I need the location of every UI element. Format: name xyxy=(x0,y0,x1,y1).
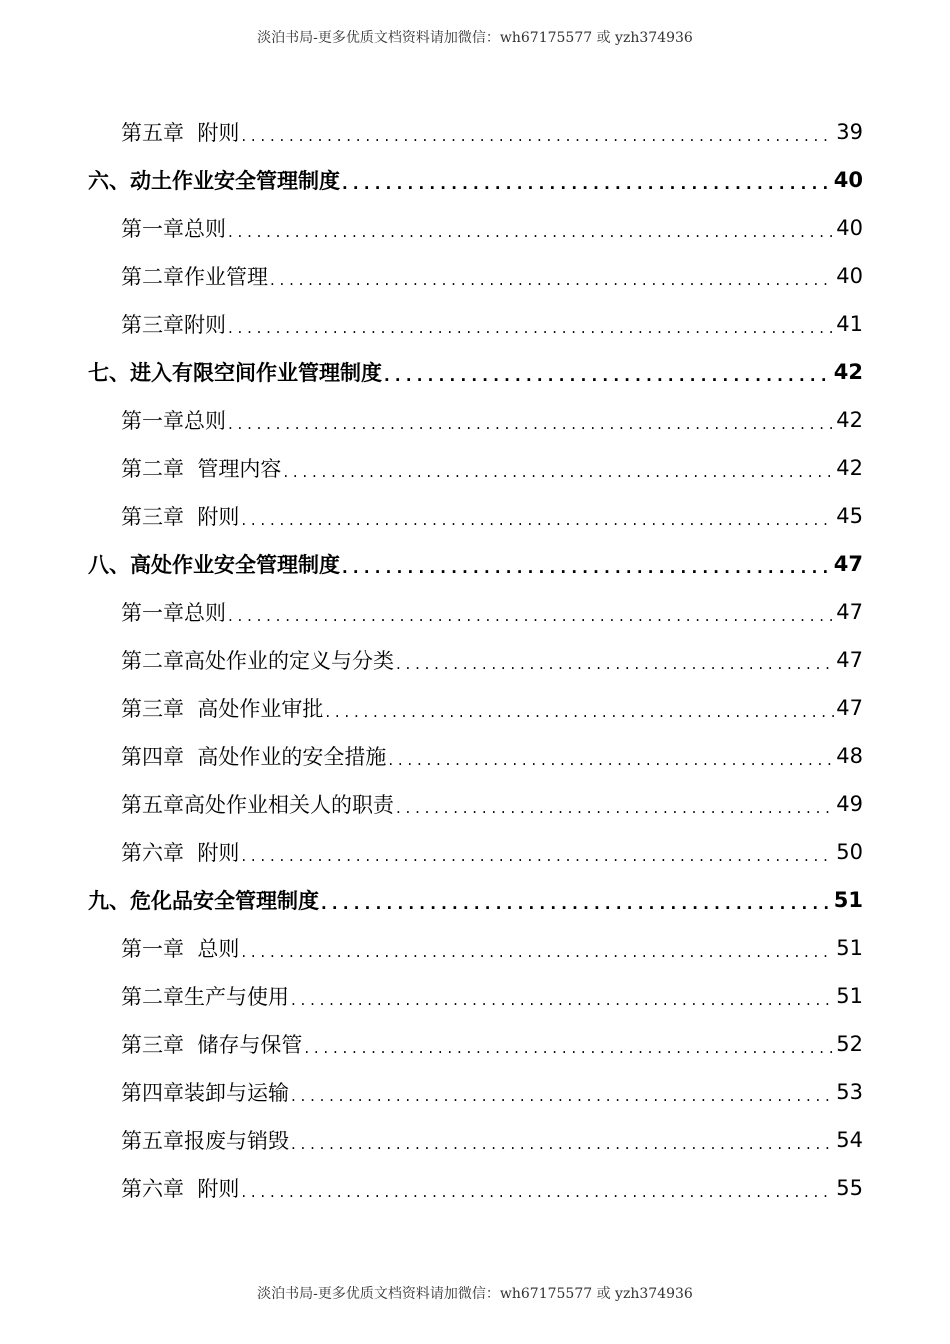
toc-chapter-entry[interactable] xyxy=(0,1020,863,1068)
toc-entry-title: 第三章附则 xyxy=(121,313,226,337)
toc-dot-leader xyxy=(321,897,832,924)
toc-entry-title: 第六章 附则 xyxy=(121,1177,240,1201)
toc-dot-leader xyxy=(241,945,834,972)
toc-chapter-entry[interactable] xyxy=(0,204,863,252)
toc-entry-title: 第一章总则 xyxy=(121,409,226,433)
toc-page-number: 53 xyxy=(836,1080,863,1104)
toc-page-number: 54 xyxy=(836,1128,863,1152)
toc-entry-title: 第四章 高处作业的安全措施 xyxy=(121,745,387,769)
toc-chapter-entry[interactable] xyxy=(0,972,863,1020)
toc-entry-title: 第二章作业管理 xyxy=(121,265,268,289)
toc-page-number: 51 xyxy=(836,936,863,960)
toc-dot-leader xyxy=(228,225,834,252)
toc-section-entry[interactable] xyxy=(0,348,863,396)
toc-chapter-entry[interactable] xyxy=(0,588,863,636)
toc-entry-title: 第三章 高处作业审批 xyxy=(121,697,324,721)
footer-watermark: 淡泊书局-更多优质文档资料请加微信：wh67175577 或 yzh374936 xyxy=(257,1286,693,1302)
toc-page-number: 48 xyxy=(836,744,863,768)
toc-chapter-entry[interactable] xyxy=(0,252,863,300)
toc-entry-title: 第六章 附则 xyxy=(121,841,240,865)
toc-page-number: 52 xyxy=(836,1032,863,1056)
toc-dot-leader xyxy=(241,1185,834,1212)
toc-page-number: 50 xyxy=(836,840,863,864)
toc-chapter-entry[interactable] xyxy=(0,1116,863,1164)
toc-page-number: 42 xyxy=(836,408,863,432)
toc-dot-leader xyxy=(384,369,832,396)
toc-page-number: 45 xyxy=(836,504,863,528)
toc-entry-title: 九、危化品安全管理制度 xyxy=(88,889,319,913)
toc-page-number: 51 xyxy=(836,984,863,1008)
toc-entry-title: 第五章 附则 xyxy=(121,121,240,145)
table-of-contents xyxy=(0,108,950,1212)
toc-entry-title: 第三章 附则 xyxy=(121,505,240,529)
toc-dot-leader xyxy=(304,1041,834,1068)
toc-dot-leader xyxy=(342,561,832,588)
toc-entry-title: 第二章 管理内容 xyxy=(121,457,282,481)
toc-chapter-entry[interactable] xyxy=(0,300,863,348)
toc-dot-leader xyxy=(241,513,834,540)
toc-dot-leader xyxy=(241,849,834,876)
toc-page-number: 40 xyxy=(836,264,863,288)
toc-page-number: 42 xyxy=(833,360,863,384)
toc-dot-leader xyxy=(228,417,834,444)
toc-dot-leader xyxy=(241,129,834,156)
toc-page-number: 42 xyxy=(836,456,863,480)
toc-chapter-entry[interactable] xyxy=(0,444,863,492)
toc-dot-leader xyxy=(396,657,834,684)
toc-entry-title: 第五章高处作业相关人的职责 xyxy=(121,793,394,817)
toc-chapter-entry[interactable] xyxy=(0,1164,863,1212)
toc-entry-title: 六、动土作业安全管理制度 xyxy=(88,169,340,193)
toc-page-number: 41 xyxy=(836,312,863,336)
toc-entry-title: 八、高处作业安全管理制度 xyxy=(88,553,340,577)
toc-page-number: 49 xyxy=(836,792,863,816)
toc-chapter-entry[interactable] xyxy=(0,1068,863,1116)
toc-dot-leader xyxy=(291,1137,834,1164)
toc-page-number: 40 xyxy=(833,168,863,192)
toc-page-number: 47 xyxy=(836,600,863,624)
toc-chapter-entry[interactable] xyxy=(0,780,863,828)
toc-dot-leader xyxy=(342,177,832,204)
toc-section-entry[interactable] xyxy=(0,540,863,588)
toc-page-number: 47 xyxy=(836,648,863,672)
toc-chapter-entry[interactable] xyxy=(0,732,863,780)
toc-dot-leader xyxy=(291,1089,834,1116)
toc-page-number: 47 xyxy=(833,552,863,576)
toc-dot-leader xyxy=(388,753,834,780)
toc-page-number: 40 xyxy=(836,216,863,240)
toc-dot-leader xyxy=(325,705,834,732)
toc-page-number: 51 xyxy=(833,888,863,912)
toc-dot-leader xyxy=(228,609,834,636)
toc-page-number: 55 xyxy=(836,1176,863,1200)
toc-entry-title: 第一章总则 xyxy=(121,217,226,241)
toc-entry-title: 第五章报废与销毁 xyxy=(121,1129,289,1153)
toc-entry-title: 七、进入有限空间作业管理制度 xyxy=(88,361,382,385)
toc-page-number: 39 xyxy=(836,120,863,144)
header-watermark: 淡泊书局-更多优质文档资料请加微信：wh67175577 或 yzh374936 xyxy=(257,30,693,46)
toc-section-entry[interactable] xyxy=(0,156,863,204)
toc-chapter-entry[interactable] xyxy=(0,108,863,156)
toc-chapter-entry[interactable] xyxy=(0,396,863,444)
toc-dot-leader xyxy=(396,801,834,828)
toc-chapter-entry[interactable] xyxy=(0,636,863,684)
toc-chapter-entry[interactable] xyxy=(0,924,863,972)
toc-entry-title: 第一章总则 xyxy=(121,601,226,625)
toc-entry-title: 第三章 储存与保管 xyxy=(121,1033,303,1057)
toc-chapter-entry[interactable] xyxy=(0,684,863,732)
toc-entry-title: 第一章 总则 xyxy=(121,937,240,961)
toc-dot-leader xyxy=(283,465,834,492)
toc-chapter-entry[interactable] xyxy=(0,828,863,876)
toc-entry-title: 第二章生产与使用 xyxy=(121,985,289,1009)
toc-entry-title: 第四章装卸与运输 xyxy=(121,1081,289,1105)
toc-dot-leader xyxy=(228,321,834,348)
toc-entry-title: 第二章高处作业的定义与分类 xyxy=(121,649,394,673)
toc-page-number: 47 xyxy=(836,696,863,720)
toc-chapter-entry[interactable] xyxy=(0,492,863,540)
toc-dot-leader xyxy=(270,273,834,300)
toc-section-entry[interactable] xyxy=(0,876,863,924)
toc-dot-leader xyxy=(291,993,834,1020)
